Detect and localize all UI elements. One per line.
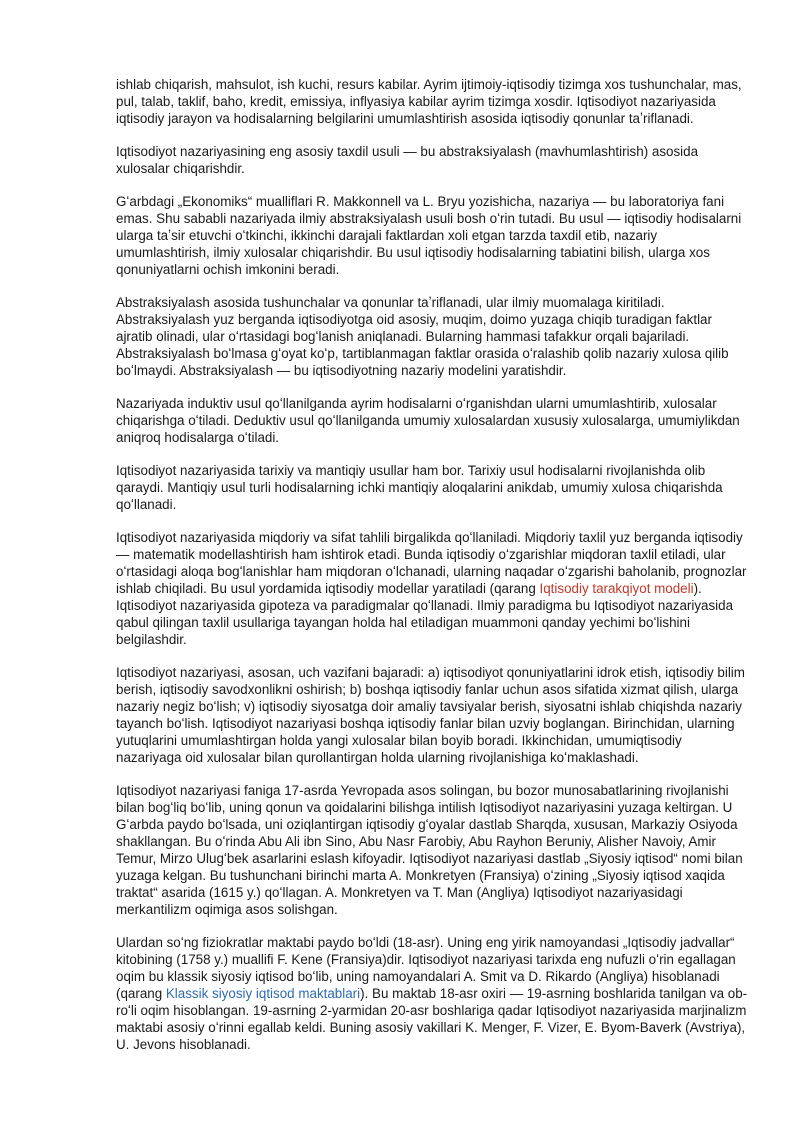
paragraph-text: Ulardan soʻng fiziokratlar maktabi paydo boʻldi (18-asr). Uning eng yirik namoyandasi „Iqtisodiy jadvallar“ kitobining (1758 y.) muallifi F. Kene (Fransiya)dir. Iqtisodiyot nazariyasi tarixda eng nufuzli oʻrin egallagan oqim bu klassik siyosiy iqtisod boʻlib, uning namoyandalari A. Smit va D. Rikardo (Angliya) hisoblanadi (qarang xyxy=(116,935,736,1001)
paragraph-text: Iqtisodiyot nazariyasining eng asosiy taxdil usuli — bu abstraksiyalash (mavhumlashtirish) asosida xulosalar chiqarishdir. xyxy=(116,144,699,176)
link-iqtisodiy-tarakqiyot-modeli[interactable]: Iqtisodiy tarakqiyot modeli xyxy=(539,581,694,596)
paragraph-text: ishlab chiqarish, mahsulot, ish kuchi, resurs kabilar. Ayrim ijtimoiy-iqtisodiy tizimga xos tushunchalar, mas, pul, talab, taklif, baho, kredit, emissiya, inflyasiya kabilar ayrim tizimga xosdir. Iqtisodiyot nazariyasida iqtisodiy jarayon va hodisalarning belgilarini umumlashtirish asosida iqtisodiy qonunlar taʼriflanadi. xyxy=(116,77,742,126)
paragraph xyxy=(116,143,748,177)
paragraph xyxy=(116,76,748,127)
paragraph-text: Gʻarbdagi „Ekonomiks“ mualliflari R. Makkonnell va L. Bryu yozishicha, nazariya — bu laboratoriya fani emas. Shu sababli nazariyada ilmiy abstraksiyalash usuli bosh oʻrin tutadi. Bu usul — iqtisodiy hodisalarni ularga taʼsir etuvchi oʻtkinchi, ikkinchi darajali faktlardan xoli etgan tarzda taxdil etib, nazariy umumlashtirish, ilmiy xulosalar chiqarishdir. Bu usul iqtisodiy hodisalarning tabiatini bilish, ularga xos qonuniyatlarni ochish imkonini beradi. xyxy=(116,194,742,277)
paragraph-text: Iqtisodiyot nazariyasi, asosan, uch vazifani bajaradi: a) iqtisodiyot qonuniyatlarini idrok etish, iqtisodiy bilim berish, iqtisodiy savodxonlikni oshirish; b) boshqa iqtisodiy fanlar uchun asos sifatida xizmat qilish, ularga nazariy negiz boʻlish; v) iqtisodiy siyosatga doir amaliy tavsiyalar berish, siyosatni ishlab chiqishda nazariy tayanch boʻlish. Iqtisodiyot nazariyasi boshqa iqtisodiy fanlar bilan uzviy boglangan. Birinchidan, ularning yutuqlarini umumlashtirgan holda yangi xulosalar bilan boyib boradi. Ikkinchidan, umumiqtisodiy nazariyaga oid xulosalar bilan qurollantirgan holda ularning rivojlanishiga koʻmaklashadi. xyxy=(116,665,745,765)
paragraph xyxy=(116,664,748,766)
paragraph xyxy=(116,294,748,379)
paragraph-text: Abstraksiyalash asosida tushunchalar va qonunlar taʼriflanadi, ular ilmiy muomalaga kiritiladi. Abstraksiyalash yuz berganda iqtisodiyotga oid asosiy, muqim, doimo yuzaga chiqib turadigan faktlar ajratib olinadi, ular oʻrtasidagi bogʻlanish aniqlanadi. Bularning hammasi tafakkur orqali bajariladi. Abstraksiyalash boʻlmasa gʻoyat koʻp, tartiblanmagan faktlar orasida oʻralashib qolib nazariy xulosa qilib boʻlmaydi. Abstraksiyalash — bu iqtisodiyotning nazariy modelini yaratishdir. xyxy=(116,295,729,378)
paragraph-text: Iqtisodiyot nazariyasida tarixiy va mantiqiy usullar ham bor. Tarixiy usul hodisalarni rivojlanishda olib qaraydi. Mantiqiy usul turli hodisalarning ichki mantiqiy aloqalarini anikdab, umumiy xulosa chiqarishda qoʻllanadi. xyxy=(116,463,723,512)
paragraph-text: Iqtisodiyot nazariyasi faniga 17-asrda Yevropada asos solingan, bu bozor munosabatlarining rivojlanishi bilan bogʻliq boʻlib, uning qonun va qoidalarini bilishga intilish Iqtisodiyot nazariyasini yuzaga keltirgan. U Gʻarbda paydo boʻlsada, uni oziqlantirgan iqtisodiy gʻoyalar dastlab Sharqda, xususan, Markaziy Osiyoda shakllangan. Bu oʻrinda Abu Ali ibn Sino, Abu Nasr Farobiy, Abu Rayhon Beruniy, Alisher Navoiy, Amir Temur, Mirzo Ulugʻbek asarlarini eslash kifoyadir. Iqtisodiyot nazariyasi dastlab „Siyosiy iqtisod“ nomi bilan yuzaga kelgan. Bu tushunchani birinchi marta A. Monkretyen (Fransiya) oʻzining „Siyosiy iqtisod xaqida traktat“ asarida (1615 y.) qoʻllagan. A. Monkretyen va T. Man (Angliya) Iqtisodiyot nazariyasidagi merkantilizm oqimiga asos solishgan. xyxy=(116,783,743,917)
paragraph xyxy=(116,782,748,918)
paragraph xyxy=(116,193,748,278)
paragraph xyxy=(116,395,748,446)
paragraph xyxy=(116,529,748,648)
paragraph-text: ). Bu maktab 18-asr oxiri — 19-asrning boshlarida tanilgan va ob-roʻli oqim hisoblangan. 19-asrning 2-yarmidan 20-asr boshlariga qadar Iqtisodiyot nazariyasida marjinalizm maktabi asosiy oʻrinni egallab keldi. Buning asosiy vakillari K. Menger, F. Vizer, E. Byom-Baverk (Avstriya), U. Jevons hisoblanadi. xyxy=(116,986,748,1052)
paragraph xyxy=(116,462,748,513)
paragraph xyxy=(116,934,748,1053)
paragraph-text: ). Iqtisodiyot nazariyasida gipoteza va paradigmalar qoʻllanadi. Ilmiy paradigma bu Iqtisodiyot nazariyasida qabul qilingan taxlil usullariga tayangan holda hal etiladigan muammoni qanday yechimi boʻlishini belgilashdir. xyxy=(116,581,734,647)
document-body xyxy=(116,76,748,1069)
paragraph-text: Nazariyada induktiv usul qoʻllanilganda ayrim hodisalarni oʻrganishdan ularni umumlashtirib, xulosalar chiqarishga oʻtiladi. Deduktiv usul qoʻllanilganda umumiy xulosalardan xususiy xulosalarga, umumiylikdan aniqroq hodisalarga oʻtiladi. xyxy=(116,396,740,445)
link-klassik-siyosiy-iqtisod-maktablari[interactable]: Klassik siyosiy iqtisod maktablari xyxy=(165,986,361,1001)
paragraph-text: Iqtisodiyot nazariyasida miqdoriy va sifat tahlili birgalikda qoʻllaniladi. Miqdoriy taxlil yuz berganda iqtisodiy — matematik modellashtirish ham ishtirok etadi. Bunda iqtisodiy oʻzgarishlar miqdoran taxlil etiladi, ular oʻrtasidagi aloqa bogʻlanishlar ham miqdoran oʻlchanadi, ularning naqadar oʻzgarishi baholanib, prognozlar ishlab chiqiladi. Bu usul yordamida iqtisodiy modellar yaratiladi (qarang xyxy=(116,530,747,596)
